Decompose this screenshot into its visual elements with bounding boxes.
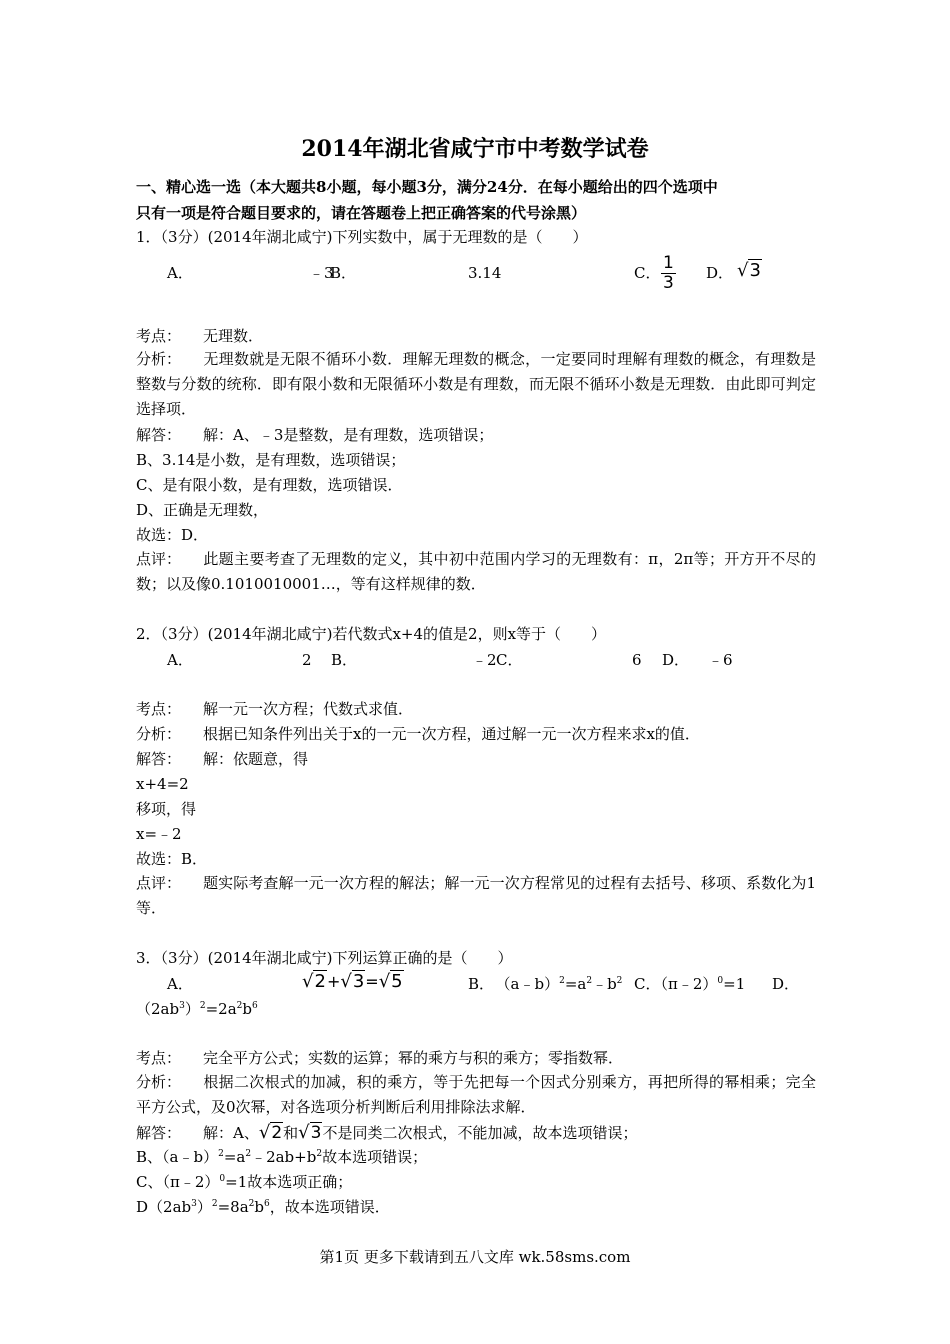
- q3-jieda-text: 不是同类二次根式，不能加减，故本选项错误；: [322, 1124, 638, 1142]
- q3-fenxi-text: 根据二次根式的加减，积的乘方，等于先把每一个因式分别乘方，再把所得的幂相乘；完全平方公式，及0次幂，对各选项分析判断后利用排除法求解．: [136, 1073, 816, 1116]
- q2-stem: 2．（3分）(2014年湖北咸宁)若代数式x+4的值是2，则x等于（ ）: [136, 625, 607, 643]
- q3-option-c-label: C．: [634, 975, 661, 993]
- q2-dianping-text: 题实际考查解一元一次方程的解法；解一元一次方程常见的过程有去括号、移项、系数化为1等．: [136, 874, 816, 917]
- exponent: 2: [211, 1199, 218, 1209]
- exponent: 0: [219, 1174, 226, 1184]
- q3-option-b-text: （a﹣b）: [495, 975, 560, 993]
- q3-jieda-b-text: B、（a﹣b）: [136, 1148, 219, 1166]
- q3-option-c-text: （π﹣2）: [660, 975, 718, 993]
- radical-sign: √: [298, 1122, 310, 1143]
- q1-jieda-line-3: C、是有限小数，是有理数，选项错误．: [136, 476, 403, 494]
- q1-jieda-line-2: B、3.14是小数，是有理数，选项错误；: [136, 451, 406, 469]
- q1-option-d-radical: [737, 262, 762, 280]
- q2-jieda-line-3: 移项，得: [136, 800, 197, 818]
- q3-option-c-text: =1: [723, 975, 746, 993]
- label-fenxi: 分析：: [136, 725, 182, 743]
- q1-option-c-fraction: [661, 255, 676, 292]
- q3-option-d-text: ）: [184, 1000, 200, 1018]
- q1-jieda-text: 解：A、﹣3是整数，是有理数，选项错误；: [203, 426, 494, 444]
- exponent: 2: [316, 1149, 323, 1159]
- fraction-numerator: 1: [663, 253, 674, 273]
- page-title: 2014年湖北省咸宁市中考数学试卷: [301, 136, 649, 162]
- q3-option-b: [468, 977, 622, 992]
- q3-jieda-line-b: [136, 1150, 427, 1165]
- q1-answer: 故选：D．: [136, 526, 209, 544]
- q2-jieda-line-4: x=﹣2: [136, 825, 182, 843]
- q3-option-d-text: =2a: [205, 1000, 237, 1018]
- label-jieda: 解答：: [136, 750, 182, 768]
- q3-jieda-d-text: b: [254, 1198, 265, 1216]
- exponent: 2: [236, 1001, 243, 1011]
- radical-sign: √: [737, 260, 749, 281]
- q3-option-d-text: （2ab: [136, 1000, 180, 1018]
- radicand: 2: [314, 971, 326, 992]
- q1-kaodian-text: 无理数．: [203, 327, 264, 345]
- exponent: 6: [264, 1199, 270, 1209]
- q3-jieda-c-text: =1故本选项正确；: [225, 1173, 353, 1191]
- radicand: 2: [271, 1123, 283, 1143]
- q2-jieda: [136, 752, 308, 767]
- q3-jieda-d-text: D（2ab: [136, 1198, 192, 1216]
- label-dianping: 点评：: [136, 874, 182, 892]
- q3-jieda-line-d: [136, 1200, 390, 1215]
- exponent: 2: [616, 976, 623, 986]
- section-heading-line-2: 只有一项是符合题目要求的，请在答题卷上把正确答案的代号涂黑）: [136, 204, 587, 222]
- q3-option-d-label: D．: [772, 975, 800, 993]
- q3-stem: 3．（3分）(2014年湖北咸宁)下列运算正确的是（ ）: [136, 949, 513, 967]
- radical-sign: √: [378, 971, 391, 992]
- q2-option-c-value: 6: [632, 651, 642, 669]
- q3-jieda-b-text: ﹣2ab+b: [251, 1148, 317, 1166]
- q1-dianping-text: 此题主要考查了无理数的定义，其中初中范围内学习的无理数有：π，2π等；开方开不尽的数；以及像0.1010010001…，等有这样规律的数．: [136, 550, 816, 593]
- q3-fenxi: [136, 1070, 816, 1120]
- q2-jieda-line-2: x+4=2: [136, 775, 189, 793]
- q3-option-b-label: B．: [468, 975, 495, 993]
- q1-jieda: [136, 428, 493, 443]
- q2-dianping: [136, 871, 816, 921]
- q3-option-a-label: A．: [167, 975, 193, 993]
- q2-fenxi-text: 根据已知条件列出关于x的一元一次方程，通过解一元一次方程来求x的值．: [203, 725, 700, 743]
- q2-option-d-value: ﹣6: [708, 651, 733, 669]
- radicand: 3: [749, 260, 761, 281]
- q2-option-c-label: C．: [496, 651, 523, 669]
- exponent: 2: [248, 1199, 255, 1209]
- q1-jieda-line-4: D、正确是无理数，: [136, 501, 269, 519]
- q3-jieda-text: 和: [283, 1124, 299, 1142]
- q1-fenxi-text: 无理数就是无限不循环小数．理解无理数的概念，一定要同时理解有理数的概念，有理数是整数与分数的统称．即有限小数和无限循环小数是有理数，而无限不循环小数是无理数．由此即可判定选择项．: [136, 350, 816, 418]
- label-dianping: 点评：: [136, 550, 182, 568]
- label-jieda: 解答：: [136, 1124, 182, 1142]
- q2-jieda-text: 解：依题意，得: [203, 750, 309, 768]
- radicand: 5: [391, 971, 403, 992]
- q2-kaodian: [136, 702, 413, 717]
- q1-option-a-label: A．: [167, 264, 193, 282]
- q1-option-d-label: D．: [706, 264, 734, 282]
- label-kaodian: 考点：: [136, 327, 182, 345]
- q3-jieda-text: 解：A、: [203, 1124, 259, 1142]
- q3-option-d-text: b: [242, 1000, 252, 1018]
- exponent: 2: [559, 976, 565, 986]
- exponent: 2: [586, 976, 593, 986]
- q1-dianping: [136, 547, 816, 597]
- exponent: 2: [218, 1149, 224, 1159]
- section-heading-line-1: 一、精心选一选（本大题共8小题，每小题3分，满分24分．在每小题给出的四个选项中: [136, 178, 718, 196]
- q3-jieda-line-c: [136, 1175, 352, 1190]
- plus-sign: +: [326, 972, 341, 991]
- q2-option-d-label: D．: [662, 651, 690, 669]
- q2-option-b-value: ﹣2: [472, 651, 497, 669]
- q3-option-b-text: ﹣b: [592, 975, 617, 993]
- q2-fenxi: [136, 727, 700, 742]
- exponent: 6: [251, 1001, 258, 1011]
- q2-option-a-label: A．: [167, 651, 193, 669]
- label-jieda: 解答：: [136, 426, 182, 444]
- radical-sign: √: [302, 971, 314, 992]
- q3-jieda-c-text: C、（π﹣2）: [136, 1173, 220, 1191]
- q1-option-b-label: B．: [330, 264, 357, 282]
- fraction-denominator: 3: [663, 273, 674, 293]
- q3-option-d-expression: [136, 1002, 258, 1017]
- exponent: 0: [717, 976, 724, 986]
- q1-stem: 1．（3分）(2014年湖北咸宁)下列实数中，属于无理数的是（ ）: [136, 228, 588, 246]
- q3-jieda-d-text: =8a: [217, 1198, 249, 1216]
- q2-option-a-value: 2: [302, 651, 312, 669]
- q3-option-a-expression: [302, 973, 404, 991]
- radical-sign: √: [258, 1122, 271, 1143]
- q2-kaodian-text: 解一元一次方程；代数式求值．: [203, 700, 414, 718]
- q3-option-b-text: =a: [564, 975, 587, 993]
- q1-kaodian: [136, 329, 263, 344]
- q3-option-c: [634, 977, 745, 992]
- exponent: 3: [191, 1199, 197, 1209]
- radicand: 3: [352, 971, 365, 992]
- exponent: 3: [179, 1001, 185, 1011]
- radicand: 3: [310, 1123, 322, 1143]
- label-kaodian: 考点：: [136, 1049, 182, 1067]
- q1-option-a-value: ﹣3: [309, 264, 334, 282]
- q3-jieda-b-text: 故本选项错误；: [322, 1148, 428, 1166]
- q1-option-c-label: C．: [634, 264, 661, 282]
- exponent: 2: [199, 1001, 206, 1011]
- q3-jieda-d-text: ，故本选项错误．: [269, 1198, 390, 1216]
- label-fenxi: 分析：: [136, 1073, 182, 1091]
- radical-sign: √: [340, 971, 352, 992]
- q3-jieda: [136, 1124, 638, 1142]
- exponent: 2: [245, 1149, 252, 1159]
- q2-answer: 故选：B．: [136, 850, 208, 868]
- q2-option-b-label: B．: [331, 651, 358, 669]
- q3-jieda-b-text: =a: [223, 1148, 246, 1166]
- q3-jieda-d-text: ）: [196, 1198, 212, 1216]
- label-fenxi: 分析：: [136, 350, 182, 368]
- q1-option-b-value: 3.14: [468, 264, 502, 282]
- label-kaodian: 考点：: [136, 700, 182, 718]
- equals-sign: =: [365, 972, 379, 991]
- q1-fenxi: [136, 347, 816, 422]
- q3-kaodian: [136, 1051, 623, 1066]
- q3-kaodian-text: 完全平方公式；实数的运算；幂的乘方与积的乘方；零指数幂．: [203, 1049, 624, 1067]
- page-footer: 第1页 更多下载请到五八文库 wk.58sms.com: [319, 1248, 631, 1266]
